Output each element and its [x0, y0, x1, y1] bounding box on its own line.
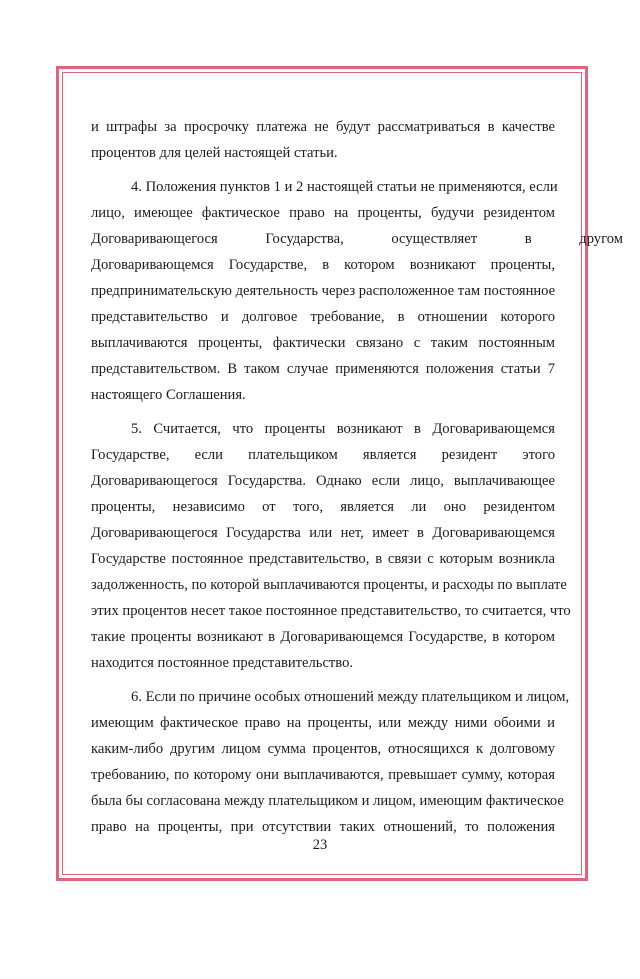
- text-line: Государстве постоянное представительство, в связи с которым возникла: [91, 551, 555, 567]
- text-line: право на проценты, при отсутствии таких отношений, то положения: [91, 819, 555, 835]
- text-line: и штрафы за просрочку платежа не будут рассматриваться в качестве: [91, 119, 555, 135]
- text-line: 6. Если по причине особых отношений между плательщиком и лицом,: [131, 689, 570, 705]
- text-line: выплачиваются проценты, фактически связано с таким постоянным: [91, 335, 555, 351]
- text-line: проценты, независимо от того, является ли оно резидентом: [91, 499, 555, 515]
- text-line: такие проценты возникают в Договаривающемся Государстве, в котором: [91, 629, 555, 645]
- text-line: Договаривающегося Государства, осуществляет в другом: [91, 231, 623, 247]
- paragraph-item-5: [91, 416, 571, 676]
- text-line: представительство и долговое требование, в отношении которого: [91, 309, 555, 325]
- text-line: 5. Считается, что проценты возникают в Договаривающемся: [131, 421, 555, 437]
- text-line: лицо, имеющее фактическое право на проценты, будучи резидентом: [91, 205, 555, 221]
- text-line: предпринимательскую деятельность через расположенное там постоянное: [91, 283, 556, 299]
- text-line: процентов для целей настоящей статьи.: [91, 145, 338, 161]
- paragraph-item-4: [91, 174, 623, 408]
- text-line: каким-либо другим лицом сумма процентов, относящихся к долговому: [91, 741, 555, 757]
- paragraph-item-6: [91, 684, 570, 840]
- text-line: Договаривающемся Государстве, в котором возникают проценты,: [91, 257, 555, 273]
- paragraph-continuation: [91, 114, 555, 166]
- text-line: представительством. В таком случае применяются положения статьи 7: [91, 361, 555, 377]
- text-line: Договаривающегося Государства или нет, имеет в Договаривающемся: [91, 525, 555, 541]
- text-line: имеющим фактическое право на проценты, или между ними обоими и: [91, 715, 555, 731]
- text-line: требованию, по которому они выплачиваются, превышает сумму, которая: [91, 767, 555, 783]
- text-line: Договаривающегося Государства. Однако если лицо, выплачивающее: [91, 473, 555, 489]
- text-line: была бы согласована между плательщиком и лицом, имеющим фактическое: [91, 793, 564, 809]
- text-line: задолженность, по которой выплачиваются проценты, и расходы по выплате: [91, 577, 567, 593]
- text-line: находится постоянное представительство.: [91, 655, 354, 671]
- text-line: 4. Положения пунктов 1 и 2 настоящей статьи не применяются, если: [131, 179, 558, 195]
- text-line: этих процентов несет такое постоянное представительство, то считается, что: [91, 603, 571, 619]
- document-body: [91, 114, 623, 840]
- text-line: настоящего Соглашения.: [91, 387, 246, 403]
- page-number: 23: [312, 837, 328, 853]
- text-line: Государстве, если плательщиком является резидент этого: [91, 447, 555, 463]
